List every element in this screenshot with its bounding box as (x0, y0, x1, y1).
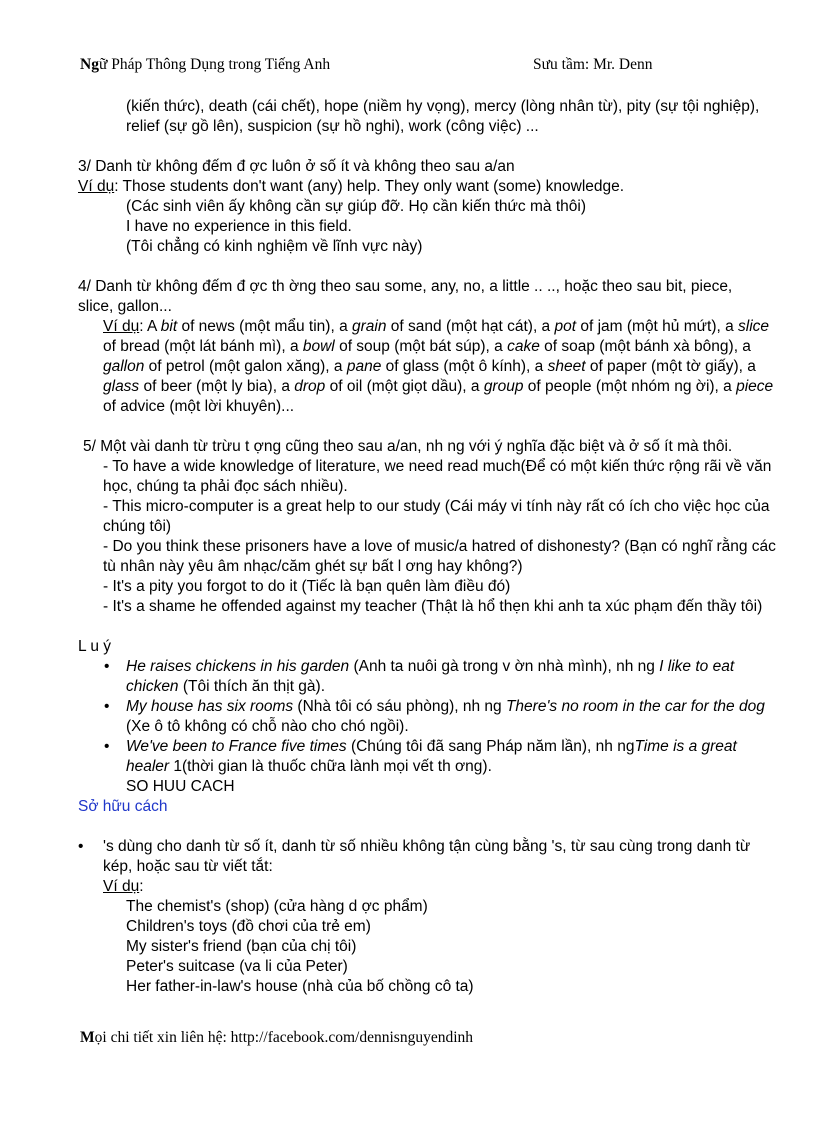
text-segment: of people (một nhóm ng ời), a (523, 378, 737, 395)
italic-phrase: I like to eat chicken (126, 658, 735, 695)
possessive-example: Her father-in-law's house (nhà của bố chồng cô ta) (126, 978, 474, 995)
italic-phrase: Time is a great healer (126, 738, 737, 775)
example-label: Ví dụ (78, 178, 115, 195)
text-segment: (Anh ta nuôi gà trong v ờn nhà mình), nh ng (349, 658, 660, 675)
italic-phrase: We've been to France five times (126, 738, 347, 755)
note-heading: L u ý (78, 638, 112, 655)
example-label: Ví dụ (103, 318, 140, 335)
intro-line-2: relief (sự gồ lên), suspicion (sự hồ nghi), work (công việc) ... (126, 118, 539, 135)
italic-phrase: drop (294, 378, 326, 395)
section-3-heading: 3/ Danh từ không đếm đ ợc luôn ở số ít và không theo sau a/an (78, 158, 515, 175)
text-segment: (Xe ô tô không có chỗ nào cho chó ngồi). (126, 718, 409, 735)
section-3 (78, 157, 783, 257)
italic-phrase: sheet (547, 358, 586, 375)
page-header (80, 56, 680, 76)
page-footer: Mọi chi tiết xin liên hệ: http://facebook.com/dennisnguyendinh (80, 1029, 474, 1046)
italic-phrase: There's no room in the car for the dog (505, 698, 765, 715)
document-title: Ngữ Pháp Thông Dụng trong Tiếng Anh (80, 56, 331, 73)
section-5-item-2: - This micro-computer is a great help to our study (Cái máy vi tính này rất có ích cho việc học của chúng tôi) (103, 498, 770, 535)
possessive-item (78, 837, 783, 997)
note-item-1 (78, 657, 783, 697)
section-5-heading: 5/ Một vài danh từ trừu t ợng cũng theo sau a/an, nh ng với ý nghĩa đặc biệt và ở số ít mà thôi. (83, 438, 733, 455)
possessive-heading-link[interactable]: Sở hữu cách (78, 798, 168, 815)
section-4-heading-2: slice, gallon... (78, 298, 172, 315)
text-segment: of advice (một lời khuyên)... (103, 398, 295, 415)
text-segment: of news (một mẩu tin), a (177, 318, 353, 335)
italic-phrase: bit (160, 318, 178, 335)
text-segment: of soap (một bánh xà bông), a (539, 338, 751, 355)
collector-credit: Sưu tầm: Mr. Denn (533, 56, 653, 73)
italic-phrase: group (483, 378, 524, 395)
bullet: • (78, 838, 84, 855)
section-5-item-4: - It's a pity you forgot to do it (Tiếc là bạn quên làm điều đó) (103, 578, 511, 595)
italic-phrase: pot (554, 318, 577, 335)
possessive-example: The chemist's (shop) (cửa hàng d ợc phẩm) (126, 898, 428, 915)
intro-line-1: (kiến thức), death (cái chết), hope (niềm hy vọng), mercy (lòng nhân từ), pity (sự tội nghiệp), (126, 98, 760, 115)
text-segment: of beer (một ly bia), a (139, 378, 295, 395)
bullet: • (104, 738, 110, 755)
text-segment: of oil (một giọt dầu), a (325, 378, 484, 395)
text-segment: (Tôi thích ăn thịt gà). (178, 678, 326, 695)
section-5-item-5: - It's a shame he offended against my teacher (Thật là hổ thẹn khi anh ta xúc phạm đến thầy tôi) (103, 598, 763, 615)
text-segment: of bread (một lát bánh mì), a (103, 338, 303, 355)
section-5-item-3: - Do you think these prisoners have a love of music/a hatred of dishonesty? (Bạn có nghĩ rằng các tù nhân này yêu âm nhạc/căm ghét sự bất l ơng hay không?) (103, 538, 776, 575)
possessive-example: My sister's friend (bạn của chị tôi) (126, 938, 357, 955)
text-segment: (Chúng tôi đã sang Pháp năm lần), nh ng (346, 738, 635, 755)
italic-phrase: My house has six rooms (126, 698, 294, 715)
contact-link[interactable]: ọi chi tiết xin liên hệ: http://facebook.com/dennisnguyendinh (94, 1029, 474, 1046)
italic-phrase: piece (736, 378, 774, 395)
section-4-examples (78, 317, 783, 417)
section-4 (78, 277, 783, 417)
section-3-example-2: I have no experience in this field. (126, 218, 352, 235)
text-segment: of petrol (một galon xăng), a (144, 358, 347, 375)
section-3-example-line: Ví dụ: Those students don't want (any) help. They only want (some) knowledge. (78, 178, 625, 195)
italic-phrase: pane (346, 358, 382, 375)
section-4-heading-1: 4/ Danh từ không đếm đ ợc th ờng theo sau some, any, no, a little .. .., hoặc theo sau bit, piece, (78, 278, 733, 295)
text-segment: of glass (một ô kính), a (381, 358, 548, 375)
note-item-3 (78, 737, 783, 777)
text-segment: of soup (một bát súp), a (334, 338, 508, 355)
italic-phrase: slice (738, 318, 770, 335)
possessive-example: Children's toys (đồ chơi của trẻ em) (126, 918, 371, 935)
bullet: • (104, 698, 110, 715)
text-segment: of paper (một tờ giấy), a (585, 358, 756, 375)
note-item-2 (78, 697, 783, 737)
text-segment: : A (139, 318, 161, 335)
possessive-example: Peter's suitcase (va li của Peter) (126, 958, 348, 975)
note-list (78, 657, 783, 797)
possessive-example-label: Ví dụ: (103, 878, 144, 895)
italic-phrase: He raises chickens in his garden (126, 658, 350, 675)
note-tail: SO HUU CACH (126, 778, 235, 795)
text-segment: of jam (một hủ mứt), a (576, 318, 739, 335)
italic-phrase: cake (507, 338, 540, 355)
note-section (78, 637, 783, 797)
section-3-translation-1: (Các sinh viên ấy không cần sự giúp đỡ. Họ cần kiến thức mà thôi) (126, 198, 586, 215)
section-5-item-1: - To have a wide knowledge of literature, we need read much(Để có một kiến thức rộng rãi về văn học, chúng ta phải đọc sách nhiều). (103, 458, 772, 495)
italic-phrase: grain (352, 318, 387, 335)
text-segment: 1(thời gian là thuốc chữa lành mọi vết th ơng). (169, 758, 492, 775)
text-segment: of sand (một hạt cát), a (386, 318, 555, 335)
italic-phrase: gallon (103, 358, 145, 375)
italic-phrase: glass (103, 378, 140, 395)
page-body (78, 97, 783, 997)
possessive-text: 's dùng cho danh từ số ít, danh từ số nhiều không tận cùng bằng 's, từ sau cùng trong danh từ kép, hoặc sau từ viết tắt: (103, 838, 751, 875)
bullet: • (104, 658, 110, 675)
section-3-translation-2: (Tôi chẳng có kinh nghiệm về lĩnh vực này) (126, 238, 423, 255)
italic-phrase: bowl (302, 338, 335, 355)
possessive-list (78, 837, 783, 997)
section-5 (78, 437, 783, 617)
section-4-example-text (103, 318, 773, 415)
text-segment: (Nhà tôi có sáu phòng), nh ng (293, 698, 506, 715)
